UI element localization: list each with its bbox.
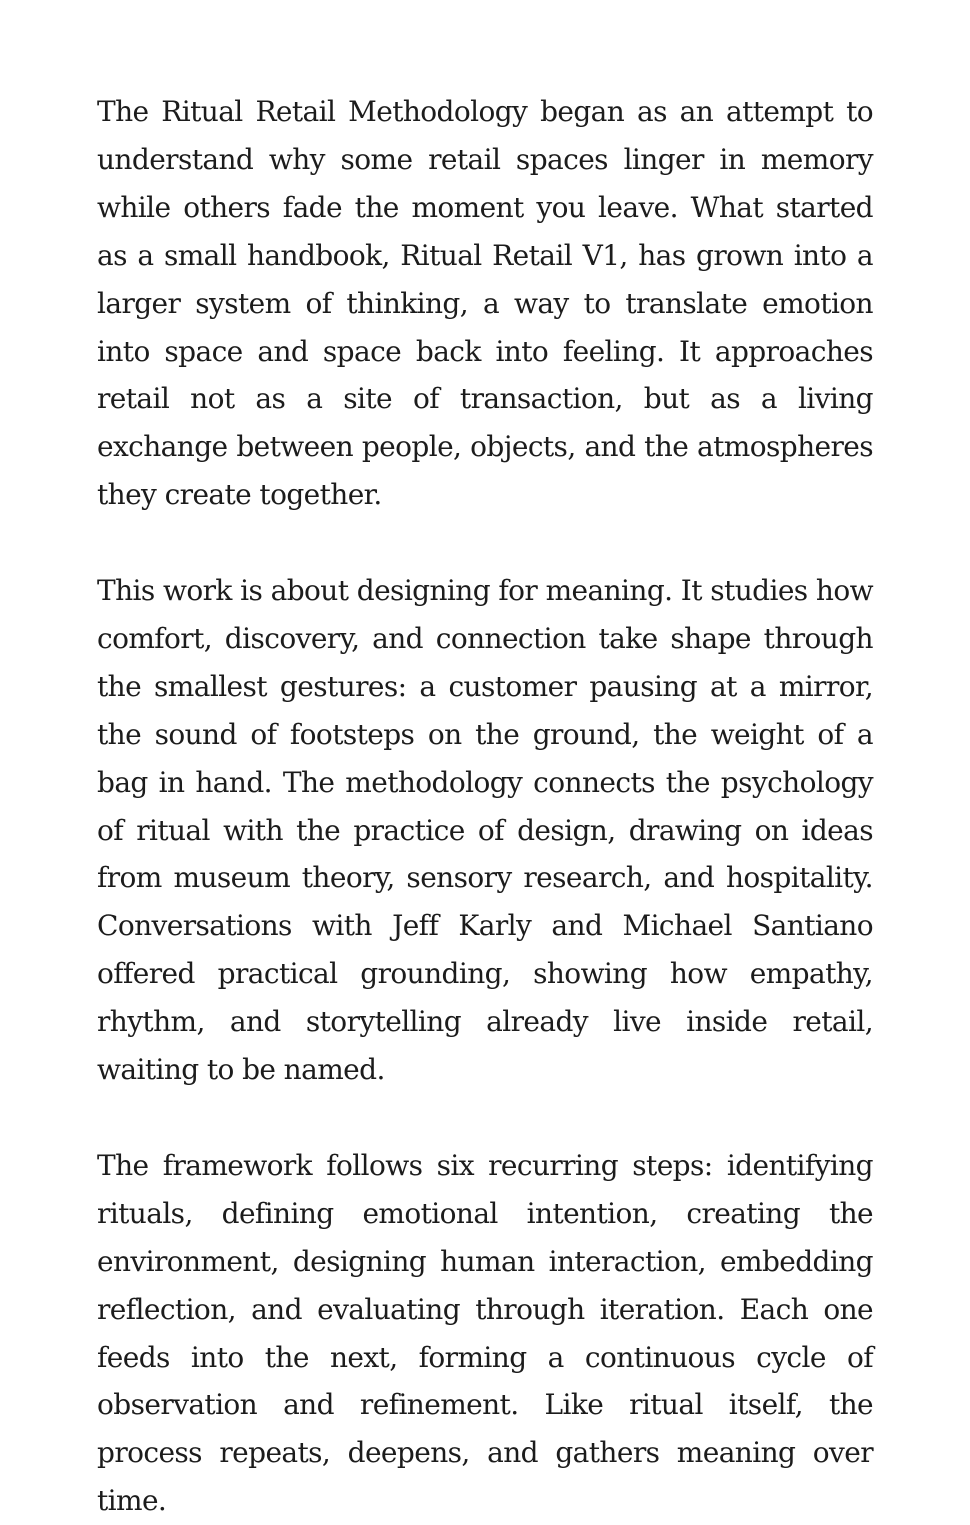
- paragraph-framework-steps: The framework follows six recurring steps: identifying rituals, defining emotional intention, creating the environment, designing human interaction, embedding reflection, and evaluating through iteration. Each one feeds into the next, forming a continuous cycle of observation and refinement. Like ritual itself, the process repeats, deepens, and gathers meaning over time.: [97, 1148, 873, 1518]
- paragraph-designing-for-meaning: This work is about designing for meaning. It studies how comfort, discovery, and connection take shape through the smallest gestures: a customer pausing at a mirror, the sound of footsteps on the ground, the weight of a bag in hand. The methodology connects the psychology of ritual with the practice of design, drawing on ideas from museum theory, sensory research, and hospitality. Conversations with Jeff Karly and Michael Santiano offered practical grounding, showing how empathy, rhythm, and storytelling already live inside retail, waiting to be named.: [97, 574, 873, 1087]
- body-text: [97, 88, 873, 1525]
- paragraph-introduction: The Ritual Retail Methodology began as an attempt to understand why some retail spaces linger in memory while others fade the moment you leave. What started as a small handbook, Ritual Retail V1, has grown into a larger system of thinking, a way to translate emotion into space and space back into feeling. It approaches retail not as a site of transaction, but as a living exchange between people, objects, and the atmospheres they create together.: [97, 95, 873, 512]
